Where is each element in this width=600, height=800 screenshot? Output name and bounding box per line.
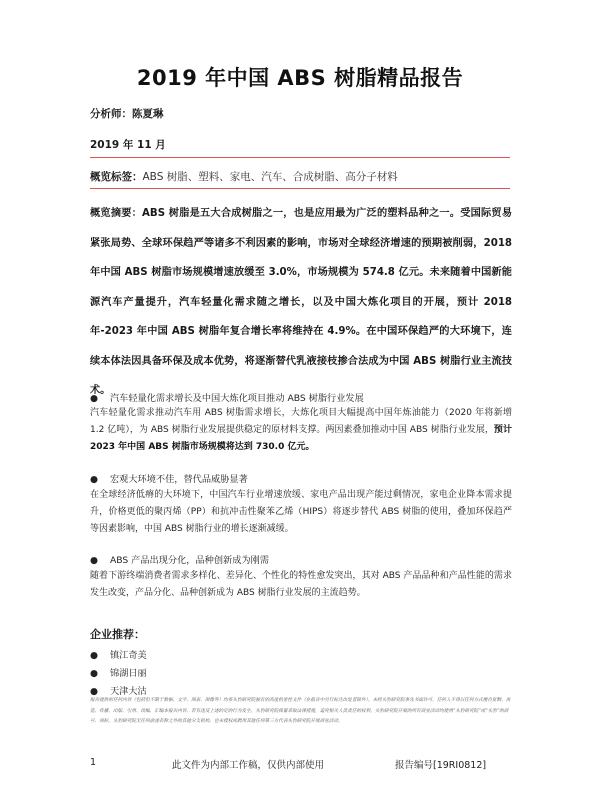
tags-value: ABS 树脂、塑料、家电、汽车、合成树脂、高分子材料 xyxy=(142,171,398,183)
report-date: 2019 年 11 月 xyxy=(90,139,166,151)
bullet-icon: ● xyxy=(90,668,99,679)
bullet-heading-text: ABS 产品出现分化，品种创新成为刚需 xyxy=(110,555,269,566)
bullet-paragraph-bold: 预计 2023 年中国 ABS 树脂市场规模将达到 730.0 亿元。 xyxy=(90,425,512,452)
bullet-paragraph-text: 在全球经济低瘠的大环境下，中国汽车行业增速放缓、家电产品出现产能过剩情况，家电企业降本需求提升，价格更低的聚丙烯（PP）和抗冲击性聚苯乙烯（HIPS）将逐步替代 ABS 树脂的使用，叠加环保趋严等因素影响，中国 ABS 树脂行业的增长逐渐减缓。 xyxy=(90,490,512,534)
analyst-name: 分析师：陈夏琳 xyxy=(90,108,164,120)
bullet-paragraph xyxy=(90,487,512,538)
bullet-paragraph-text: 汽车轻量化需求推动汽车用 ABS 树脂需求增长，大炼化项目大幅提高中国年炼油能力（2020 年将新增 1.2 亿吨），为 ABS 树脂行业发展提供稳定的原材料支撑。两因素叠加推动中国 ABS 树脂行业发展， xyxy=(90,408,512,435)
bullet-heading xyxy=(90,552,269,566)
bullet-icon: ● xyxy=(90,686,99,697)
company-section-title: 企业推荐： xyxy=(90,628,145,641)
bullet-icon: ● xyxy=(90,393,99,404)
page-number: 1 xyxy=(90,757,97,768)
disclaimer-text: 报告提供的任何内容（包括但不限于数据、文字、图表、图像等）均系头豹研究院独有的高度机密性文件（在报告中另行标注出处者除外）。未经头豹研究院事先书面许可，任何人不得以任何方式擅自复制、再造、传播、出版、引用、改编、汇编本报告内容，若有违反上述约定的行为发生，头豹研究院保留采取法律措施，追究相关人员责任的权利。头豹研究院开展的所有商业活动均使用“头豹研究院”或“头豹”的商号、商标，头豹研究院无任何前述名称之外的其他分支机构，也未授权或聘用其他任何第三方代表头豹研究院开展商业活动。 xyxy=(90,698,511,724)
company-name: 天津大沽 xyxy=(110,686,147,697)
bullet-heading-text: 宏观大环境不佳，替代品威胁显著 xyxy=(110,474,248,485)
company-item xyxy=(90,665,147,679)
company-name: 镇江奇美 xyxy=(110,650,147,661)
summary-label: 概览摘要： xyxy=(90,208,143,219)
overview-tags xyxy=(90,169,398,184)
summary-text: ABS 树脂是五大合成树脂之一，也是应用最为广泛的塑料品种之一。受国际贸易紧张局势、全球环保趋严等诸多不利因素的影响，市场对全球经济增速的预期被削弱，2018 年中国 ABS 树脂市场规模增速放缓至 3.0%，市场规模为 574.8 亿元。未来随着中国新能源汽车产量提升，汽车轻量化需求随之增长，以及中国大炼化项目的开展，预计 2018 年-2023 年中国 ABS 树脂年复合增长率将维持在 4.9%。在中国环保趋严的大环境下，连续本体法因具备环保及成本优势，将逐渐替代乳液接枝掺合法成为中国 ABS 树脂行业主流技术。 xyxy=(90,208,513,396)
report-title: 2019 年中国 ABS 树脂精品报告 xyxy=(136,66,464,90)
report-number: 报告编号[19RI0812] xyxy=(395,760,487,771)
company-name: 锦湖日丽 xyxy=(110,668,147,679)
company-item xyxy=(90,683,147,697)
company-item xyxy=(90,647,147,661)
bullet-paragraph xyxy=(90,568,512,602)
bullet-icon: ● xyxy=(90,650,99,661)
bullet-icon: ● xyxy=(90,555,99,566)
bullet-paragraph xyxy=(90,405,512,456)
bullet-paragraph-text: 随着下游终端消费者需求多样化、差异化、个性化的特性愈发突出，其对 ABS 产品品种和产品性能的需求发生改变，产品分化、品种创新成为 ABS 树脂行业发展的主流趋势。 xyxy=(90,571,512,598)
footer-notice: 此文件为内部工作稿，仅供内部使用 xyxy=(172,760,325,771)
bullet-heading xyxy=(90,471,248,485)
divider-line xyxy=(90,157,510,158)
tags-label: 概览标签： xyxy=(90,171,143,183)
divider-line xyxy=(90,188,510,189)
overview-summary xyxy=(90,199,512,406)
bullet-heading xyxy=(90,390,364,404)
bullet-heading-text: 汽车轻量化需求增长及中国大炼化项目推动 ABS 树脂行业发展 xyxy=(110,393,364,404)
bullet-icon: ● xyxy=(90,474,99,485)
